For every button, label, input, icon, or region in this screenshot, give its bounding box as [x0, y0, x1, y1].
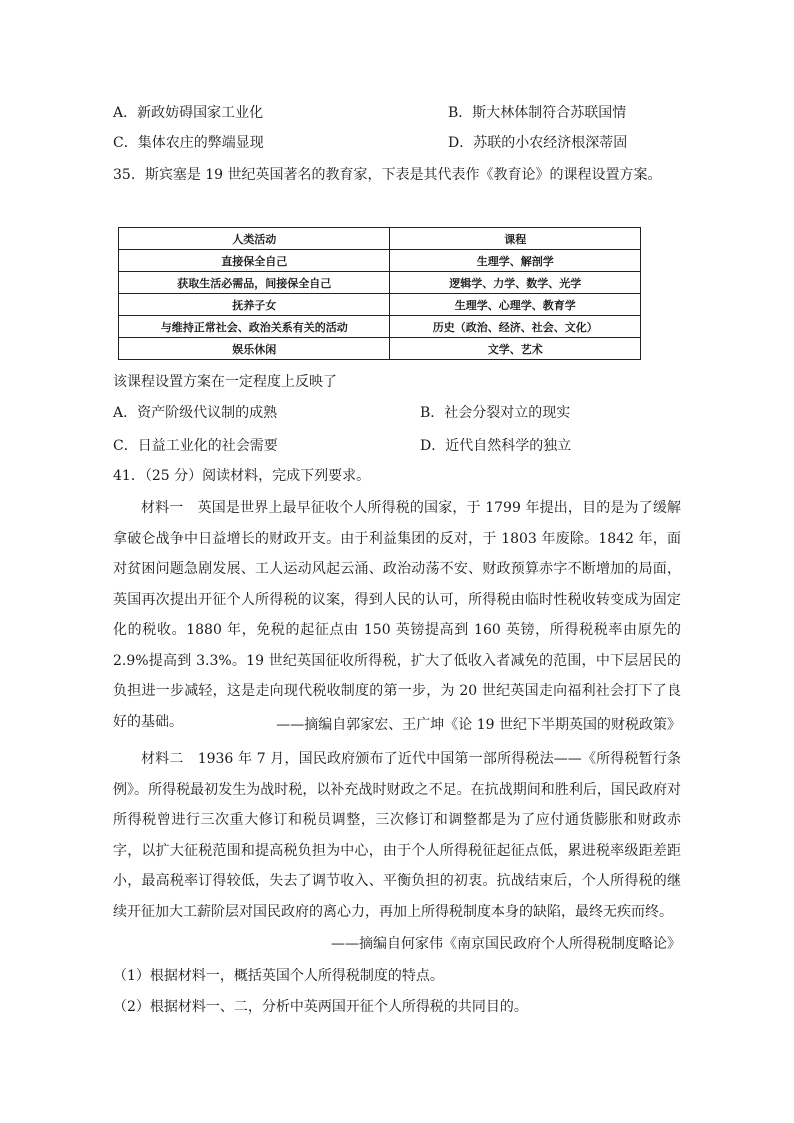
q35-prompt: 该课程设置方案在一定程度上反映了: [113, 374, 337, 390]
q35-option-a: A．资产阶级代议制的成熟: [113, 405, 278, 421]
q35-option-d: D．近代自然科学的独立: [420, 438, 572, 454]
material-one-source: ——摘编自郭家宏、王广坤《论 19 世纪下半期英国的财税政策》: [276, 717, 681, 733]
table-cell: 文学、艺术: [390, 338, 641, 360]
q34-option-d: D．苏联的小农经济根深蒂固: [448, 135, 628, 151]
q35-option-b: B．社会分裂对立的现实: [420, 405, 571, 421]
q34-option-a: A．新政妨碍国家工业化: [113, 105, 264, 121]
table-cell: 逻辑学、力学、数学、光学: [390, 272, 641, 294]
table-cell: 获取生活必需品，间接保全自己: [119, 272, 390, 294]
table-cell: 直接保全自己: [119, 250, 390, 272]
table-cell: 生理学、心理学、教育学: [390, 294, 641, 316]
course-table: [118, 227, 641, 360]
q34-option-b: B．斯大林体制符合苏联国情: [448, 105, 627, 121]
table-header-row: [119, 228, 641, 250]
table-row: [119, 250, 641, 272]
q41-question-2: （2）根据材料一、二，分析中英两国开征个人所得税的共同目的。: [113, 999, 528, 1015]
q41-stem: 41．（25 分）阅读材料，完成下列要求。: [113, 468, 371, 484]
table-cell: 与维持正常社会、政治关系有关的活动: [119, 316, 390, 338]
table-cell: 历史（政治、经济、社会、文化）: [390, 316, 641, 338]
table-cell: 生理学、解剖学: [390, 250, 641, 272]
material-two: 材料二 1936 年 7 月，国民政府颁布了近代中国第一部所得税法——《所得税暂行条例》。所得税最初发生为战时税，以补充战时财政之不足。在抗战期间和胜利后，国民政府对所得税曾进行三次重大修订和税员调整，三次修订和调整都是为了应付通货膨胀和财政赤字，以扩大征税范围和提高税负担为中心，由于个人所得税征起征点低，累进税率级距差距小，最高税率订得较低，失去了调节收入、平衡负担的初衷。抗战结束后，个人所得税的继续开征加大工薪阶层对国民政府的离心力，再加上所得税制度本身的缺陷，最终无疾而终。: [113, 751, 681, 920]
table-header: 课程: [390, 228, 641, 250]
table-row: [119, 316, 641, 338]
q41-question-1: （1）根据材料一，概括英国个人所得税制度的特点。: [113, 968, 444, 984]
table-cell: 娱乐休闲: [119, 338, 390, 360]
table-row: [119, 272, 641, 294]
table-cell: 抚养子女: [119, 294, 390, 316]
table-row: [119, 294, 641, 316]
table-header: 人类活动: [119, 228, 390, 250]
q35-option-c: C．日益工业化的社会需要: [113, 438, 278, 454]
q35-stem: 35．斯宾塞是 19 世纪英国著名的教育家，下表是其代表作《教育论》的课程设置方案。: [113, 167, 662, 183]
material-one: 材料一 英国是世界上最早征收个人所得税的国家，于 1799 年提出，目的是为了缓解拿破仑战争中日益增长的财政开支。由于利益集团的反对，于 1803 年废除。1842 年，面对贫困问题急剧发展、工人运动风起云涌、政治动荡不安、财政预算赤字不断增加的局面，英国再次提出开征个人所得税的议案，得到人民的认可，所得税由临时性税收转变成为固定化的税收。1880 年，免税的起征点由 150 英镑提高到 160 英镑，所得税税率由原先的 2.9%提高到 3.3%。19 世纪英国征收所得税，扩大了低收入者减免的范围，中下层居民的负担进一步减轻，这是走向现代税收制度的第一步，为 20 世纪英国走向福利社会打下了良好的基础。: [113, 500, 681, 730]
table-row: [119, 338, 641, 360]
material-two-source: ——摘编自何家伟《南京国民政府个人所得税制度略论》: [331, 936, 681, 952]
q34-option-c: C．集体农庄的弊端显现: [113, 135, 264, 151]
